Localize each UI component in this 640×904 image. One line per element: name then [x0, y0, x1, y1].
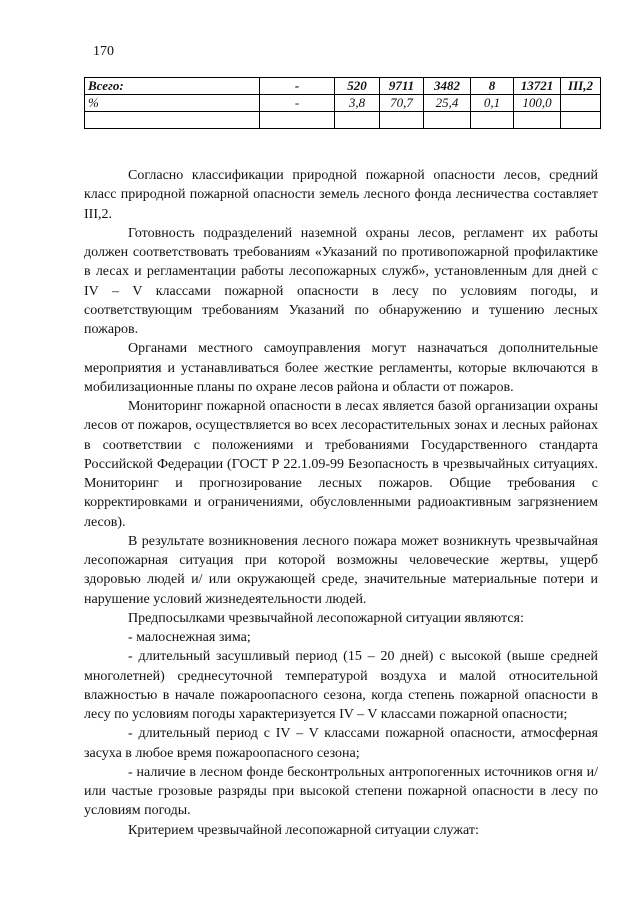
table-cell: 8	[471, 78, 514, 95]
body-text	[84, 166, 598, 840]
table-cell: III,2	[561, 78, 601, 95]
table-cell: -	[260, 78, 335, 95]
table-cell	[561, 112, 601, 129]
table-cell: 25,4	[424, 95, 471, 112]
table-cell: 70,7	[380, 95, 424, 112]
table-cell	[561, 95, 601, 112]
list-item: - малоснежная зима;	[128, 630, 251, 645]
table-cell: 100,0	[514, 95, 561, 112]
paragraph: Предпосылками чрезвычайной лесопожарной ситуации являются:	[128, 610, 524, 626]
paragraph: Критерием чрезвычайной лесопожарной ситуации служат:	[128, 822, 479, 838]
paragraph: Согласно классификации природной пожарной опасности лесов, средний класс природной пожарной опасности земель лесного фонда лесничества составляет III,2.	[84, 168, 598, 222]
table-cell	[471, 112, 514, 129]
table-cell: 13721	[514, 78, 561, 95]
table-cell: 520	[335, 78, 380, 95]
paragraph: Органами местного самоуправления могут назначаться дополнительные мероприятия и устанавливаться более жесткие регламенты, которые включаются в мобилизационные планы по охране лесов района и области от пожаров.	[84, 341, 598, 395]
list-item: - длительный период с IV – V классами пожарной опасности, атмосферная засуха в любое время пожароопасного сезона;	[84, 726, 598, 761]
table-cell	[335, 112, 380, 129]
table-cell	[424, 112, 471, 129]
list-item: - длительный засушливый период (15 – 20 дней) с высокой (выше средней многолетней) среднесуточной температурой воздуха и малой относительной влажностью в начале пожароопасного сезона, когда степень пожарной опасности в лесу по условиям погоды характеризуется IV – V классами пожарной опасности;	[84, 649, 598, 722]
table-cell	[260, 112, 335, 129]
table-cell: -	[260, 95, 335, 112]
table-cell	[85, 112, 260, 129]
table-cell: 0,1	[471, 95, 514, 112]
table-cell	[380, 112, 424, 129]
table-row-total	[85, 78, 601, 95]
table-cell: Всего:	[85, 78, 260, 95]
table-cell: 3482	[424, 78, 471, 95]
table-cell: 3,8	[335, 95, 380, 112]
paragraph: Мониторинг пожарной опасности в лесах является базой организации охраны лесов от пожаров, осуществляется во всех лесорастительных зонах и лесных районах в соответствии с положениями и требованиями Государственного стандарта Российской Федерации (ГОСТ Р 22.1.09-99 Безопасность в чрезвычайных ситуациях. Мониторинг и прогнозирование лесных пожаров. Общие требования с корректировками и ограничениями, обусловленными радиоактивным загрязнением лесов).	[84, 399, 598, 530]
paragraph: Готовность подразделений наземной охраны лесов, регламент их работы должен соответствовать требованиям «Указаний по противопожарной профилактике в лесах и регламентации работы лесопожарных служб», установленным для дней с IV – V классами пожарной опасности в лесу по условиям погоды, и соответствующим требованиям Указаний по обнаружению и тушению лесных пожаров.	[84, 225, 598, 337]
table-row-empty	[85, 112, 601, 129]
list-item: - наличие в лесном фонде бесконтрольных антропогенных источников огня и/или частые грозовые разряды при высокой степени пожарной опасности в лесу по условиям погоды.	[84, 764, 598, 819]
page-number: 170	[93, 44, 114, 59]
summary-table	[84, 77, 601, 129]
table-cell	[514, 112, 561, 129]
paragraph: В результате возникновения лесного пожара может возникнуть чрезвычайная лесопожарная ситуация при которой возможны человеческие жертвы, ущерб здоровью людей и/ или окружающей среде, значительные материальные потери и нарушение условий жизнедеятельности людей.	[84, 533, 598, 607]
table-cell: %	[85, 95, 260, 112]
table-row-percent	[85, 95, 601, 112]
table-cell: 9711	[380, 78, 424, 95]
